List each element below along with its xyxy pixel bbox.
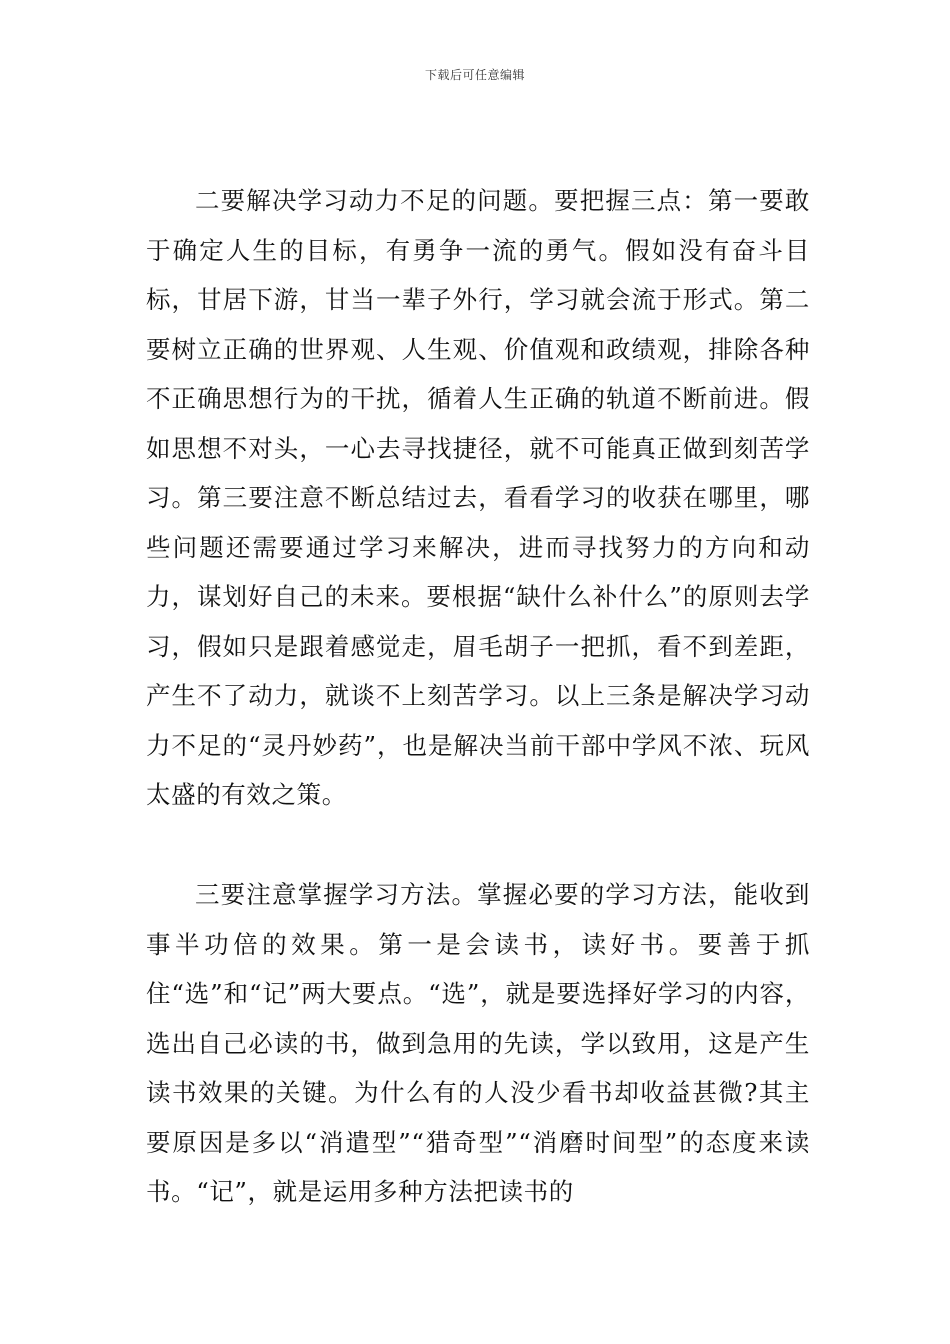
- paragraph-text: 三要注意掌握学习方法。掌握必要的学习方法，能收到事半功倍的效果。第一是会读书，读好书。要善于抓住“选”和“记”两大要点。“选”，就是要选择好学习的内容，选出自己必读的书，做到急用的先读，学以致用，这是产生读书效果的关键。为什么有的人没少看书却收益甚微?其主要原因是多以“消遣型”“猎奇型”“消磨时间型”的态度来读书。“记”，就是运用多种方法把读书的: [146, 880, 810, 1206]
- body-paragraph-1: [146, 176, 810, 820]
- paragraph-text: 二要解决学习动力不足的问题。要把握三点：第一要敢于确定人生的目标，有勇争一流的勇气。假如没有奋斗目标，甘居下游，甘当一辈子外行，学习就会流于形式。第二要树立正确的世界观、人生观、价值观和政绩观，排除各种不正确思想行为的干扰，循着人生正确的轨道不断前进。假如思想不对头，一心去寻找捷径，就不可能真正做到刻苦学习。第三要注意不断总结过去，看看学习的收获在哪里，哪些问题还需要通过学习来解决，进而寻找努力的方向和动力，谋划好自己的未来。要根据“缺什么补什么”的原则去学习，假如只是跟着感觉走，眉毛胡子一把抓，看不到差距，产生不了动力，就谈不上刻苦学习。以上三条是解决学习动力不足的“灵丹妙药”，也是解决当前干部中学风不浓、玩风太盛的有效之策。: [146, 186, 810, 809]
- body-paragraph-2: [146, 870, 810, 1217]
- page-header: 下载后可任意编辑: [424, 68, 525, 82]
